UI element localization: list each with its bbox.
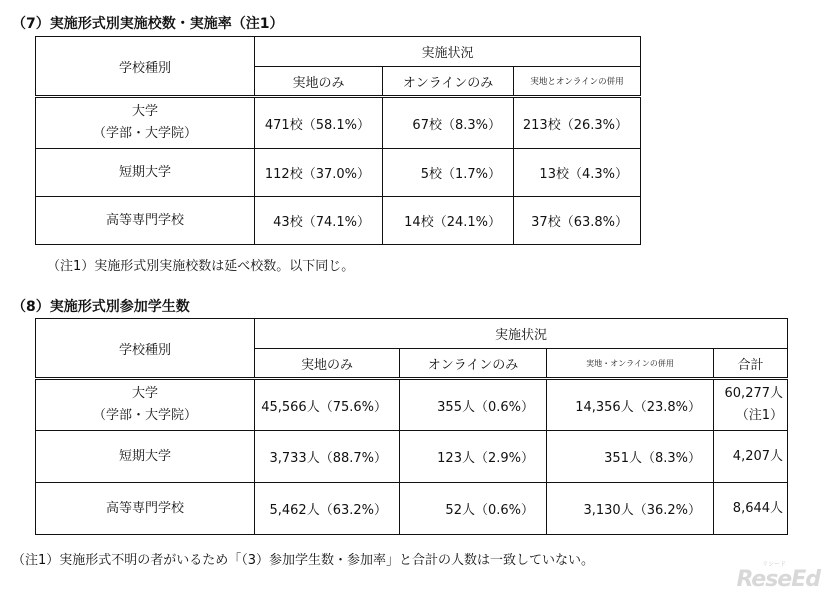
cell-value: 13校（4.3%）	[514, 149, 641, 197]
table-row	[36, 149, 641, 197]
cell-value: 14校（24.1%）	[383, 197, 514, 245]
row-type: 短期大学	[36, 149, 255, 197]
table-row	[36, 379, 788, 431]
cell-value: 52人（0.6%）	[400, 483, 547, 535]
header-status: 実施状況	[255, 319, 788, 349]
cell-total: 4,207人	[714, 431, 788, 483]
section8-table	[35, 318, 788, 535]
table-row	[36, 431, 788, 483]
header-col-onsite: 実地のみ	[255, 349, 400, 379]
cell-value: 37校（63.8%）	[514, 197, 641, 245]
section8-note: （注1）実施形式不明の者がいるため「（3）参加学生数・参加率」と合計の人数は一致していない。	[12, 553, 595, 568]
cell-total: 8,644人	[714, 483, 788, 535]
cell-value: 67校（8.3%）	[383, 97, 514, 149]
section7-note: （注1）実施形式別実施校数は延べ校数。以下同じ。	[47, 259, 355, 274]
watermark-logo: ReseEd	[736, 567, 820, 592]
cell-value: 123人（2.9%）	[400, 431, 547, 483]
section7-table	[35, 36, 641, 245]
cell-value: 45,566人（75.6%）	[255, 379, 400, 431]
watermark-sub: リシード	[761, 561, 786, 568]
cell-value: 5校（1.7%）	[383, 149, 514, 197]
cell-value: 213校（26.3%）	[514, 97, 641, 149]
table-row	[36, 97, 641, 149]
row-type: 大学 （学部・大学院）	[36, 379, 255, 431]
cell-value: 351人（8.3%）	[547, 431, 714, 483]
row-type: 高等専門学校	[36, 483, 255, 535]
table-row	[36, 483, 788, 535]
header-col-hybrid: 実地とオンラインの併用	[514, 67, 641, 97]
header-col-total: 合計	[714, 349, 788, 379]
section7-title: （7）実施形式別実施校数・実施率（注1）	[12, 16, 284, 32]
header-col-online: オンラインのみ	[383, 67, 514, 97]
header-status: 実施状況	[255, 37, 641, 67]
cell-value: 14,356人（23.8%）	[547, 379, 714, 431]
cell-value: 5,462人（63.2%）	[255, 483, 400, 535]
header-col-onsite: 実地のみ	[255, 67, 383, 97]
table-row	[36, 197, 641, 245]
header-col-online: オンラインのみ	[400, 349, 547, 379]
header-col-hybrid: 実地・オンラインの併用	[547, 349, 714, 379]
cell-total: 60,277人 （注1）	[714, 379, 788, 431]
section8-title: （8）実施形式別参加学生数	[12, 299, 190, 315]
cell-value: 3,130人（36.2%）	[547, 483, 714, 535]
row-type: 大学 （学部・大学院）	[36, 97, 255, 149]
row-type: 短期大学	[36, 431, 255, 483]
header-school-type: 学校種別	[36, 319, 255, 379]
row-type: 高等専門学校	[36, 197, 255, 245]
cell-value: 43校（74.1%）	[255, 197, 383, 245]
cell-value: 112校（37.0%）	[255, 149, 383, 197]
cell-value: 471校（58.1%）	[255, 97, 383, 149]
cell-value: 3,733人（88.7%）	[255, 431, 400, 483]
cell-value: 355人（0.6%）	[400, 379, 547, 431]
header-school-type: 学校種別	[36, 37, 255, 97]
